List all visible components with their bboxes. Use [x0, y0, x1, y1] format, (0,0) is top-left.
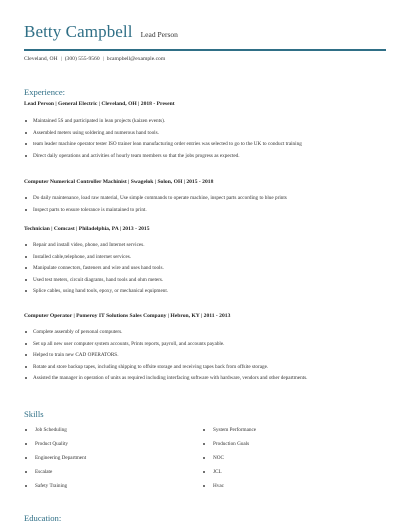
- skills-heading: Skills: [24, 409, 44, 419]
- skill-item: Escalate: [24, 468, 86, 482]
- skill-item: NOC: [202, 454, 256, 468]
- skill-item: Hvac: [202, 482, 256, 496]
- list-item: Helped to train new CAD OPERATORS.: [24, 351, 307, 363]
- candidate-role: Lead Person: [140, 30, 178, 39]
- list-item: Assisted the manager in operation of units as required including interfacing software with hardware, vendors and other departments.: [24, 374, 307, 386]
- list-item: Splice cables, using hand tools, epoxy, or mechanical equipment.: [24, 287, 168, 299]
- contact-email: bcampbell@example.com: [106, 56, 166, 62]
- job-heading: Computer Operator | Pomeroy IT Solutions Sales Company | Hebron, KY | 2011 - 2013: [24, 313, 231, 319]
- job-bullets: [24, 241, 168, 299]
- skills-list-left: [24, 426, 86, 496]
- skill-item: Safety Training: [24, 482, 86, 496]
- job-bullets: [24, 117, 302, 163]
- job-heading: Lead Person | General Electric | Cleveland, OH | 2018 - Present: [24, 101, 175, 107]
- list-item: Inspect parts to ensure tolerance is maintained to print.: [24, 206, 287, 218]
- skill-item: Engineering Department: [24, 454, 86, 468]
- candidate-name: Betty Campbell: [24, 22, 133, 41]
- list-item: Assembled meters using soldering and numerous hand tools.: [24, 129, 302, 141]
- job-bullets: [24, 328, 307, 386]
- list-item: Complete assembly of personal computers.: [24, 328, 307, 340]
- job-bullets: [24, 194, 287, 217]
- experience-heading: Experience:: [24, 87, 66, 97]
- list-item: Maintained 5S and participated in lean projects (kaizen events).: [24, 117, 302, 129]
- skills-list-right: [202, 426, 256, 496]
- list-item: Repair and install video, phone, and Internet services.: [24, 241, 168, 253]
- job-heading: Technician | Comcast | Philadelphia, PA | 2013 - 2015: [24, 226, 150, 232]
- list-item: team leader machine operator tester ISO trainer lean manufacturing order entries was selected to go to the UK to conduct training: [24, 140, 302, 152]
- contact-phone: (300) 555-9560: [64, 56, 100, 62]
- list-item: Rotate and store backup tapes, including shipping to offsite storage and receiving tapes back from offsite storage.: [24, 363, 307, 375]
- skill-item: JCL: [202, 468, 256, 482]
- skill-item: Product Quality: [24, 440, 86, 454]
- job-heading: Computer Numerical Controller Machinist | Swagelok | Solon, OH | 2015 - 2018: [24, 179, 214, 185]
- contact-separator: |: [102, 56, 104, 62]
- list-item: Manipulate connectors, fasteners and wire and uses hand tools.: [24, 264, 168, 276]
- list-item: Installed cable,telephone, and internet services.: [24, 253, 168, 265]
- list-item: Set up all new user computer system accounts, Prints reports, payroll, and accounts payable.: [24, 340, 307, 352]
- list-item: Direct daily operations and activities of hourly team members so that the jobs progress as expected.: [24, 152, 302, 164]
- skill-item: System Performance: [202, 426, 256, 440]
- resume-header: [24, 22, 178, 42]
- contact-separator: |: [60, 56, 62, 62]
- contact-line: [24, 56, 165, 62]
- list-item: Used test meters, circuit diagrams, hand tools and ohm meters.: [24, 276, 168, 288]
- contact-location: Cleveland, OH: [24, 56, 58, 62]
- education-heading: Education:: [24, 513, 62, 523]
- list-item: Do daily maintenance, load raw material, Use simple commands to operate machine, inspect parts according to blue prints: [24, 194, 287, 206]
- skill-item: Job Scheduling: [24, 426, 86, 440]
- skill-item: Production Goals: [202, 440, 256, 454]
- header-divider: [24, 49, 386, 51]
